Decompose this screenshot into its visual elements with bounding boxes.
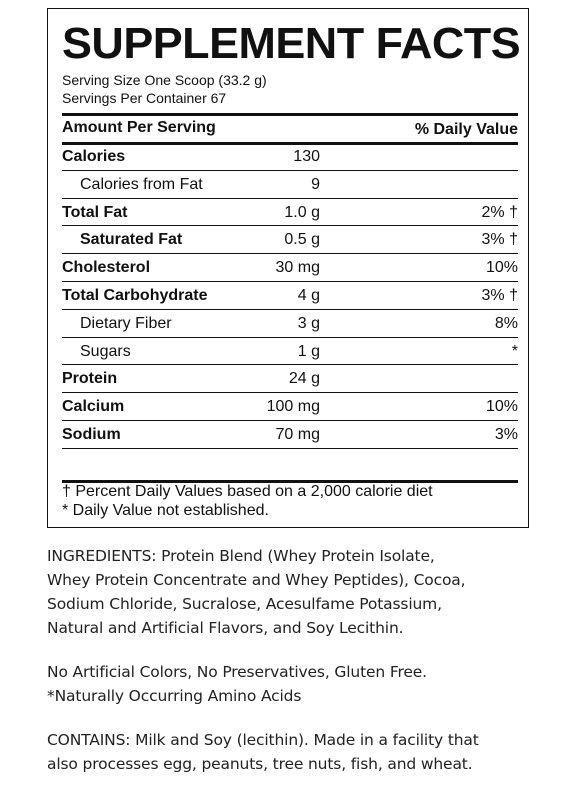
divider-thick [62,113,518,116]
nutrient-daily-value: * [511,342,518,360]
nutrient-name: Total Carbohydrate [62,286,208,304]
nutrient-daily-value: 10% [485,398,518,416]
nutrient-amount: 70 mg [275,425,320,443]
table-row [62,393,518,421]
footnote-percent-daily-values: † Percent Daily Values based on a 2,000 calorie diet [62,483,433,500]
header-daily-value: % Daily Value [414,121,518,138]
nutrient-name: Sugars [80,342,131,360]
nutrient-amount: 1 g [297,342,320,360]
table-row [62,365,518,393]
ingredients-line: Sodium Chloride, Sucralose, Acesulfame Potassium, [47,595,442,613]
nutrient-amount: 1.0 g [284,203,320,221]
nutrient-amount: 130 [293,148,320,165]
contains-line: CONTAINS: Milk and Soy (lecithin). Made in a facility that [47,731,479,749]
nutrient-daily-value: 2% † [481,203,518,221]
nutrient-amount: 4 g [297,286,320,304]
nutrient-amount: 3 g [297,314,320,332]
nutrient-name: Dietary Fiber [80,314,172,332]
footnote-daily-value-not-established: * Daily Value not established. [62,502,269,519]
header-amount-per-serving: Amount Per Serving [62,119,216,136]
table-row [62,226,518,254]
ingredients-line: Natural and Artificial Flavors, and Soy Lecithin. [47,619,404,637]
panel-title: SUPPLEMENT FACTS [62,19,521,68]
nutrient-amount: 100 mg [266,398,320,416]
claims-paragraph [47,660,547,708]
nutrient-table [62,143,518,449]
claims-line: No Artificial Colors, No Preservatives, Gluten Free. [47,663,427,681]
table-row [62,421,518,449]
nutrient-daily-value: 8% [494,314,518,332]
contains-line: also processes egg, peanuts, tree nuts, fish, and wheat. [47,755,473,773]
table-row [62,171,518,199]
table-row [62,338,518,366]
table-row [62,282,518,310]
nutrient-amount: 9 [311,175,320,193]
supplement-facts-panel [47,8,529,528]
nutrient-name: Total Fat [62,203,128,221]
nutrient-name: Calories from Fat [80,175,203,193]
ingredients-line: INGREDIENTS: Protein Blend (Whey Protein Isolate, [47,547,435,565]
nutrient-daily-value: 3% † [481,231,518,249]
serving-size: Serving Size One Scoop (33.2 g) [62,72,267,88]
nutrient-name: Calcium [62,398,125,416]
nutrient-amount: 30 mg [275,259,320,277]
table-row [62,143,518,171]
table-row [62,199,518,227]
table-row [62,310,518,338]
nutrient-daily-value: 3% † [481,286,518,304]
nutrient-daily-value: 10% [485,259,518,277]
ingredients-paragraph [47,544,547,640]
table-row [62,254,518,282]
contains-paragraph [47,728,547,776]
ingredients-line: Whey Protein Concentrate and Whey Peptides), Cocoa, [47,571,466,589]
nutrient-amount: 0.5 g [284,231,320,249]
nutrient-amount: 24 g [288,370,320,388]
claims-line: *Naturally Occurring Amino Acids [47,687,302,705]
nutrient-name: Cholesterol [62,259,151,277]
table-header [62,117,518,141]
nutrient-daily-value: 3% [494,425,518,443]
nutrient-name: Sodium [62,425,121,443]
nutrient-name: Calories [62,148,126,165]
nutrient-name: Protein [62,370,118,388]
servings-per-container: Servings Per Container 67 [62,90,227,106]
nutrient-name: Saturated Fat [80,231,183,249]
